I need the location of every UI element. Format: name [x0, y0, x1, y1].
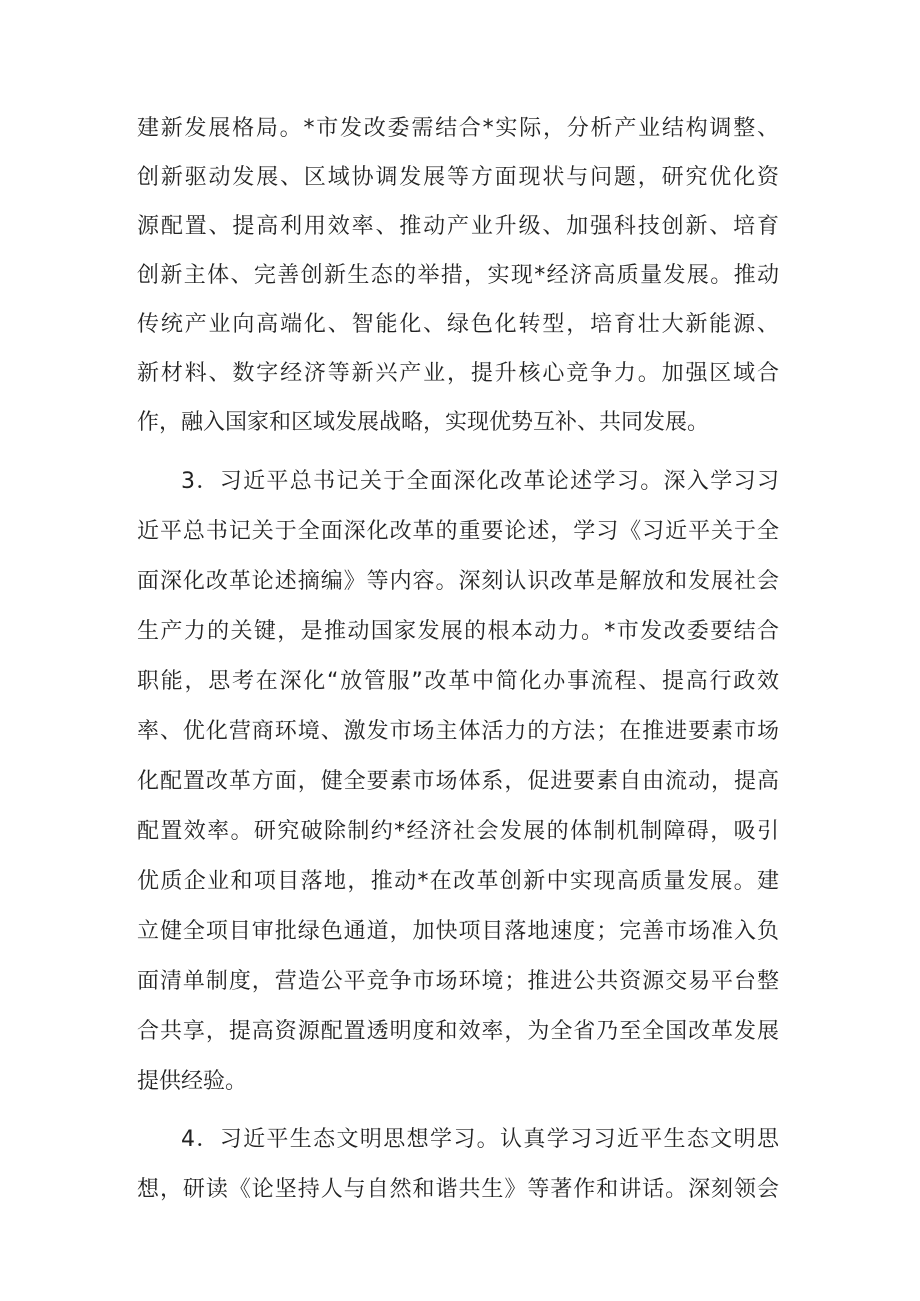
paragraph-line: 创新主体、完善创新生态的举措，实现*经济高质量发展。推动: [137, 263, 779, 288]
paragraph-line: 配置效率。研究破除制约*经济社会发展的体制机制障碍，吸引: [137, 819, 779, 844]
paragraph-line: 近平总书记关于全面深化改革的重要论述，学习《习近平关于全: [137, 519, 779, 544]
paragraph-line: 新材料、数字经济等新兴产业，提升核心竞争力。加强区域合: [137, 361, 779, 386]
paragraph-line: 立健全项目审批绿色通道，加快项目落地速度；完善市场准入负: [137, 919, 779, 944]
paragraph-line: 面深化改革论述摘编》等内容。深刻认识改革是解放和发展社会: [137, 569, 779, 594]
paragraph-heading-line: 4．习近平生态文明思想学习。认真学习习近平生态文明思: [181, 1127, 779, 1152]
paragraph-line: 传统产业向高端化、智能化、绿色化转型，培育壮大新能源、: [137, 312, 779, 337]
paragraph-development-pattern: [137, 104, 779, 447]
paragraph-line: 提供经验。: [137, 1069, 248, 1094]
paragraph-item-4-ecology: [137, 1115, 779, 1215]
paragraph-line: 建新发展格局。*市发改委需结合*实际，分析产业结构调整、: [137, 116, 779, 141]
paragraph-line: 优质企业和项目落地，推动*在改革创新中实现高质量发展。建: [137, 869, 779, 894]
paragraph-line: 合共享，提高资源配置透明度和效率，为全省乃至全国改革发展: [137, 1019, 779, 1044]
paragraph-line: 源配置、提高利用效率、推动产业升级、加强科技创新、培育: [137, 214, 779, 239]
paragraph-heading-line: 3．习近平总书记关于全面深化改革论述学习。深入学习习: [181, 469, 779, 494]
paragraph-line: 职能，思考在深化“放管服”改革中简化办事流程、提高行政效: [137, 669, 779, 694]
paragraph-line: 率、优化营商环境、激发市场主体活力的方法；在推进要素市场: [137, 719, 779, 744]
paragraph-line: 创新驱动发展、区域协调发展等方面现状与问题，研究优化资: [137, 165, 779, 190]
paragraph-line: 想，研读《论坚持人与自然和谐共生》等著作和讲话。深刻领会: [137, 1177, 779, 1202]
paragraph-line: 生产力的关键，是推动国家发展的根本动力。*市发改委要结合: [137, 619, 779, 644]
paragraph-item-3-reform: [137, 457, 779, 1107]
paragraph-line: 面清单制度，营造公平竞争市场环境；推进公共资源交易平台整: [137, 969, 779, 994]
paragraph-line: 化配置改革方面，健全要素市场体系，促进要素自由流动，提高: [137, 769, 779, 794]
paragraph-line: 作，融入国家和区域发展战略，实现优势互补、共同发展。: [137, 410, 710, 435]
